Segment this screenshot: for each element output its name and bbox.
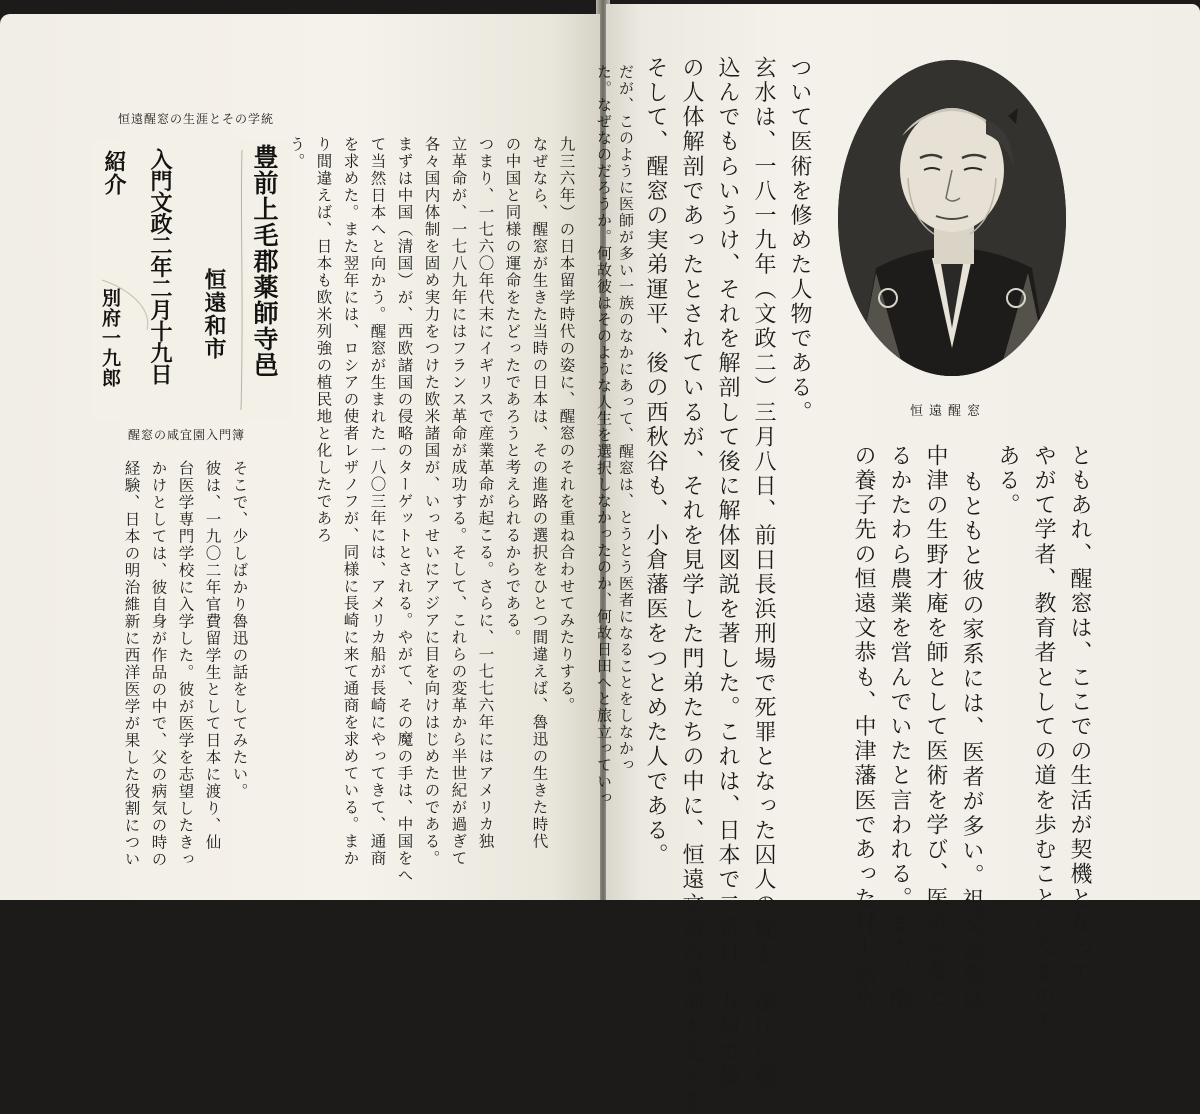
text-column: 台医学専門学校に入学した。彼が医学を志望したきっ [176, 460, 195, 868]
text-column: 経験、日本の明治維新に西洋医学が果した役割につい [122, 460, 141, 868]
text-column: 彼は、一九〇二年官費留学生として日本に渡り、仙 [203, 460, 222, 851]
text-column: そして、醒窓の実弟運平、後の西秋谷も、小倉藩医をつとめた人である。 [643, 56, 668, 868]
text-column: かけとしては、彼自身が作品の中で、父の病気の時の [149, 460, 168, 868]
left-page [0, 14, 600, 900]
portrait-caption: 恒遠醒窓 [910, 404, 987, 419]
text-column: つまり、一七六〇年代末にイギリスで産業革命が起こる。さらに、一七七六年にはアメリカ独 [476, 136, 495, 850]
text-column: の中国と同様の運命をたどったであろうと考えられるからである。 [503, 136, 522, 646]
text-column: た。なぜなのだろうか。何故彼はそのような人生を選択しなかったのか、何故日田へと旅立っていっ [595, 64, 613, 807]
text-column: を求めた。また翌年には、ロシアの使者レザノフが、同様に長崎に来て通商を求めている。まか [341, 136, 360, 867]
running-head: 恒遠醒窓の生涯とその学統 [118, 112, 275, 126]
text-column: り間違えば、日本も欧米列強の植民地と化したであろ [314, 136, 333, 544]
text-column: 立革命が、一七八九年にはフランス革命が成功する。そして、これらの変革から半世紀が過ぎて [449, 136, 468, 867]
register-line: 紹介 [101, 150, 126, 196]
text-column: まずは中国（清国）が、西欧諸国の侵略のターゲットとされる。やがて、その魔の手は、中国をへ [395, 136, 414, 884]
text-column: 玄水は、一八一九年（文政二）三月八日、前日長浜刑場で死罪となった囚人の屍を、藩庁に頼 [751, 56, 776, 1090]
text-column: るかたわら農業を営んでいたと言われる。また、醒 [887, 444, 912, 1010]
register-caption: 醒窓の咸宜園入門簿 [128, 428, 246, 442]
portrait-illustration [836, 58, 1068, 378]
text-column: 込んでもらいうけ、それを解剖して後に解体図説を著した。これは、日本で二番目、九州で最 [715, 56, 740, 1090]
enrollment-register-image [92, 140, 292, 420]
text-column: もともと彼の家系には、医者が多い。祖父益庵は、 [959, 470, 984, 1036]
text-column: だが、このように医師が多い一族のなかにあって、醒窓は、とうとう医者になることをしなかっ [617, 64, 635, 774]
text-column: 中津の生野才庵を師として医術を学び、医者を業と [923, 444, 948, 1010]
register-line: 豊前上毛郡薬師寺邑 [250, 144, 279, 378]
register-line: 入門文政二年二月十九日 [147, 148, 172, 385]
text-column: う。 [287, 136, 306, 170]
portrait-drawing [836, 58, 1068, 378]
text-column: て当然日本へと向かう。醒窓が生まれた一八〇三年には、アメリカ船が長崎にやってきて、通商 [368, 136, 387, 867]
text-column: の養子先の恒遠文恭も、中津藩医であった村上玄水 [851, 444, 876, 1010]
text-column: ともあれ、醒窓は、ここでの生活が契機となって、 [1067, 444, 1092, 1010]
register-line: 別府一九郎 [99, 288, 121, 388]
text-column: なぜなら、醒窓が生きた当時の日本は、その進路の選択をひとつ間違えば、魯迅の生きた時代 [530, 136, 549, 850]
register-line: 恒遠和市 [201, 268, 226, 360]
text-column: 各々国内体制を固め実力をつけた欧米諸国が、いっせいにアジアに目を向けはじめたのである。 [422, 136, 441, 867]
text-column: やがて学者、教育者としての道を歩むことになるので [1031, 444, 1056, 1035]
text-column: ある。 [995, 444, 1020, 518]
text-column: ついて医術を修めた人物である。 [787, 56, 812, 425]
text-column: 九三六年）の日本留学時代の姿に、醒窓のそれを重ね合わせてみたりする。 [557, 136, 576, 714]
text-column: そこで、少しばかり魯迅の話をしてみたい。 [230, 460, 249, 800]
text-column: の人体解剖であったとされているが、それを見学した門弟たちの中に、恒遠文恭の名前も見える [679, 56, 704, 1114]
